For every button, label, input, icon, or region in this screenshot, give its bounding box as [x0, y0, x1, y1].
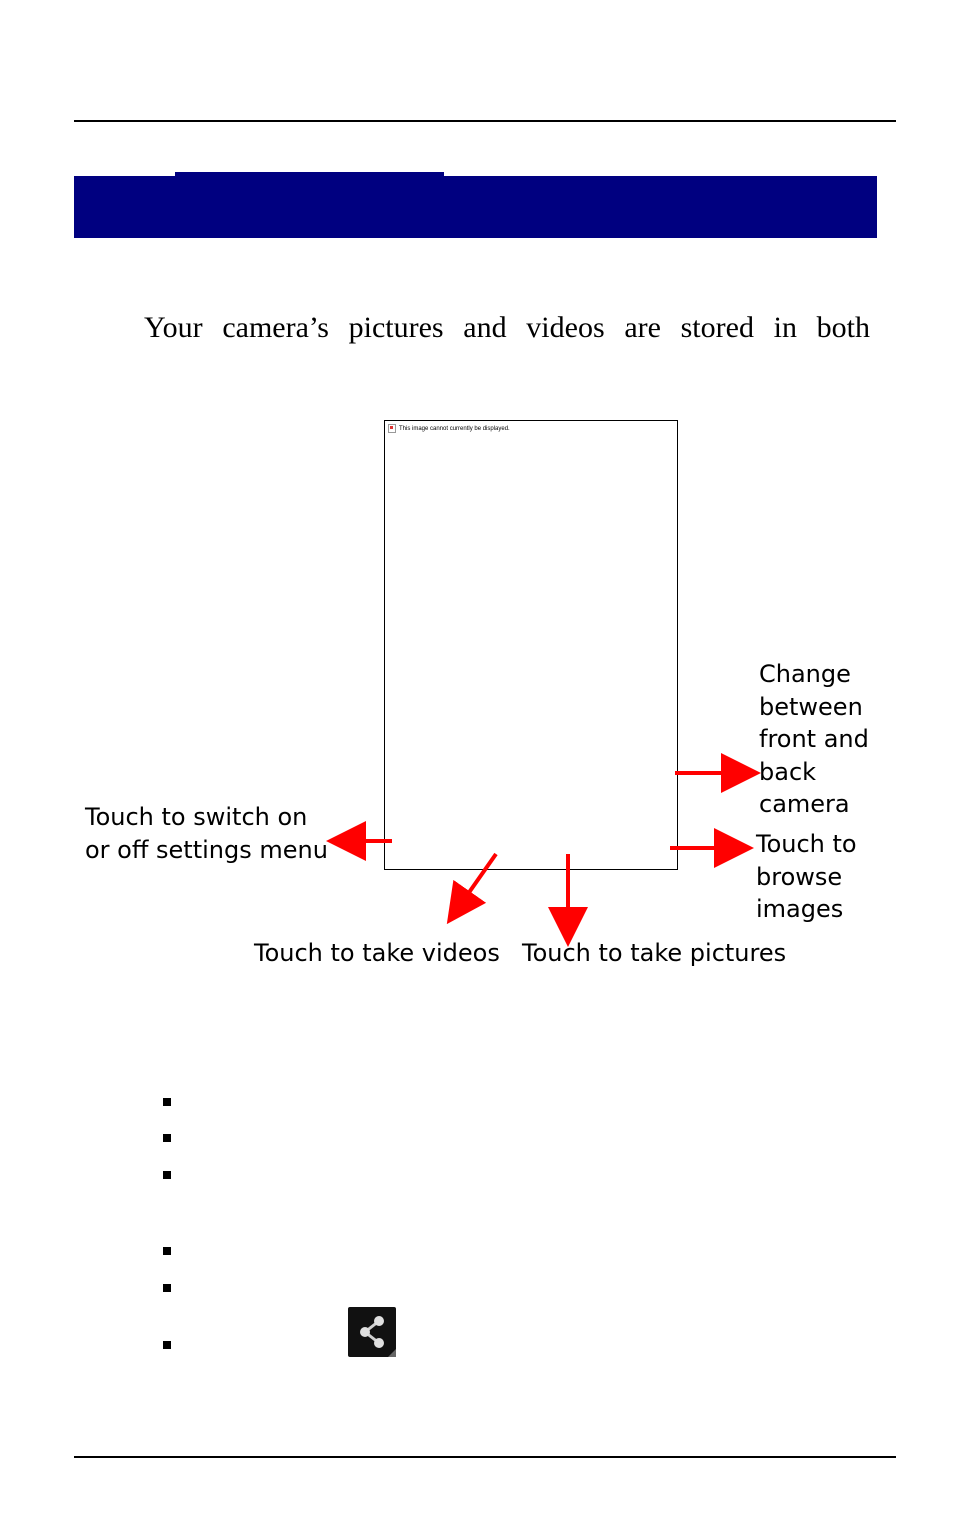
bullet-marker	[163, 1098, 171, 1106]
callout-line: front and	[759, 725, 869, 753]
callout-take-videos: Touch to take videos	[254, 939, 500, 967]
share-icon	[348, 1307, 396, 1357]
callout-line: between	[759, 692, 863, 721]
bullet-marker	[163, 1171, 171, 1179]
callout-line: Touch to	[756, 830, 857, 858]
callout-change-camera	[759, 658, 869, 821]
bullet-marker	[163, 1341, 171, 1349]
header-rule	[74, 120, 896, 122]
callout-line: browse	[756, 862, 843, 891]
broken-image-placeholder	[388, 424, 510, 433]
callout-line: back	[759, 757, 817, 786]
broken-image-icon	[388, 424, 396, 433]
bullet-marker	[163, 1134, 171, 1142]
callout-line: Touch to switch on	[85, 803, 308, 831]
callout-take-pictures: Touch to take pictures	[522, 939, 787, 967]
callout-browse-images	[756, 828, 857, 926]
broken-image-message: This image cannot currently be displayed.	[399, 425, 510, 432]
share-icon-glyph	[348, 1307, 396, 1357]
bullet-marker	[163, 1247, 171, 1255]
bullet-marker	[163, 1284, 171, 1292]
callout-line: Change	[759, 660, 851, 688]
section-banner	[74, 176, 877, 238]
callout-line: images	[756, 895, 844, 923]
intro-paragraph: Your camera’s pictures and videos are stored in both	[144, 311, 870, 344]
bullet-list	[163, 0, 183, 1400]
callout-line: camera	[759, 790, 850, 818]
callout-settings-menu	[85, 801, 328, 866]
camera-screenshot-frame	[384, 420, 678, 870]
callout-line: or off settings menu	[85, 835, 328, 864]
footer-rule	[74, 1456, 896, 1458]
